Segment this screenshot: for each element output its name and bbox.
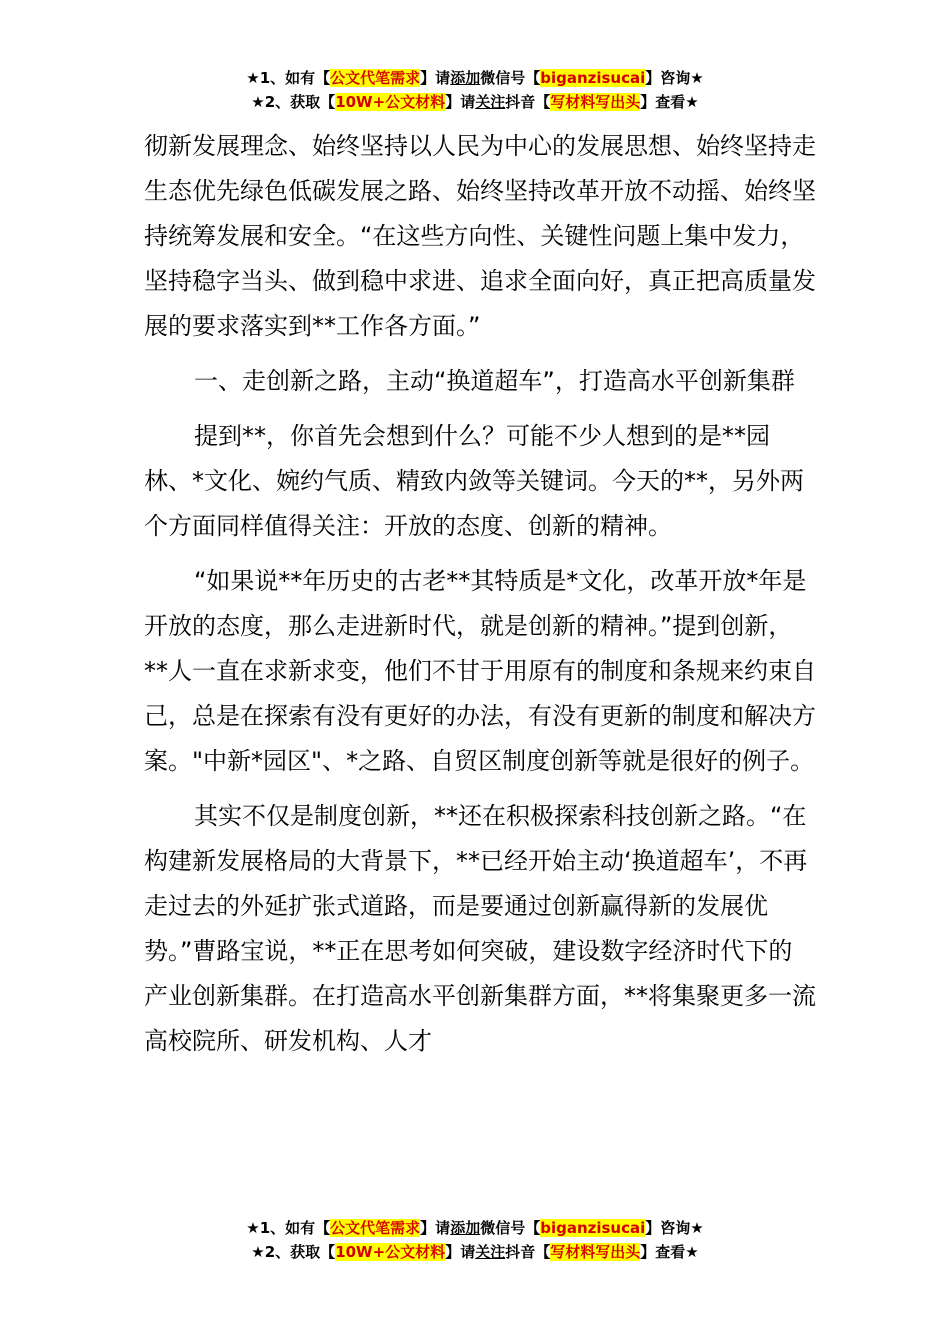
footer-banner (0, 1216, 950, 1264)
banner-highlight: 10W+公文材料 (335, 1243, 446, 1261)
banner-text: 】请 (420, 69, 451, 87)
section-heading: 一、走创新之路，主动“换道超车”，打造高水平创新集群 (194, 367, 795, 395)
banner-text: 微信号【 (480, 1219, 541, 1237)
banner-highlight: biganzisucai (540, 69, 646, 87)
banner-line-2 (0, 1240, 950, 1264)
banner-highlight: 写材料写出头 (550, 1243, 641, 1261)
banner-text: 】请 (420, 1219, 451, 1237)
banner-line-1 (0, 1216, 950, 1240)
paragraph: “如果说**年历史的古老**其特质是*文化，改革开放*年是开放的态度，那么走进新时代，就是创新的精神。”提到创新，**人一直在求新求变，他们不甘于用原有的制度和条规来约束自己，总是在探索有没有更好的办法，有没有更新的制度和解决方案。"中新*园区"、*之路、自贸区制度创新等就是很好的例子。 (144, 567, 816, 775)
banner-underlined: 添加 (450, 1219, 481, 1237)
paragraph: 提到**，你首先会想到什么？可能不少人想到的是**园林、*文化、婉约气质、精致内敛等关键词。今天的**，另外两个方面同样值得关注：开放的态度、创新的精神。 (144, 422, 804, 540)
banner-text: 】咨询★ (645, 1219, 704, 1237)
banner-line-2 (0, 90, 950, 114)
paragraph: 彻新发展理念、始终坚持以人民为中心的发展思想、始终坚持走生态优先绿色低碳发展之路、始终坚持改革开放不动摇、始终坚持统筹发展和安全。“在这些方向性、关键性问题上集中发力，坚持稳字当头、做到稳中求进、追求全面向好，真正把高质量发展的要求落实到**工作各方面。” (144, 132, 816, 340)
banner-highlight: 10W+公文材料 (335, 93, 446, 111)
header-banner (0, 66, 950, 114)
document-body (144, 124, 816, 1064)
banner-text: 】请 (445, 1243, 476, 1261)
banner-highlight: 写材料写出头 (550, 93, 641, 111)
paragraph: 其实不仅是制度创新，**还在积极探索科技创新之路。“在构建新发展格局的大背景下，**已经开始主动‘换道超车’，不再走过去的外延扩张式道路，而是要通过创新赢得新的发展优势。”曹路宝说，**正在思考如何突破，建设数字经济时代下的产业创新集群。在打造高水平创新集群方面，**将集聚更多一流高校院所、研发机构、人才 (144, 802, 816, 1055)
banner-highlight: biganzisucai (540, 1219, 646, 1237)
banner-underlined: 关注 (475, 93, 506, 111)
banner-line-1 (0, 66, 950, 90)
banner-text: 】查看★ (640, 1243, 699, 1261)
banner-text: ★1、如有【 (246, 69, 331, 87)
banner-underlined: 添加 (450, 69, 481, 87)
banner-highlight: 公文代笔需求 (330, 69, 421, 87)
banner-text: ★2、获取【 (251, 1243, 336, 1261)
banner-text: 】咨询★ (645, 69, 704, 87)
banner-text: 】查看★ (640, 93, 699, 111)
banner-text: ★2、获取【 (251, 93, 336, 111)
banner-text: 微信号【 (480, 69, 541, 87)
banner-text: 抖音【 (505, 1243, 551, 1261)
banner-text: ★1、如有【 (246, 1219, 331, 1237)
banner-text: 】请 (445, 93, 476, 111)
banner-underlined: 关注 (475, 1243, 506, 1261)
banner-text: 抖音【 (505, 93, 551, 111)
banner-highlight: 公文代笔需求 (330, 1219, 421, 1237)
